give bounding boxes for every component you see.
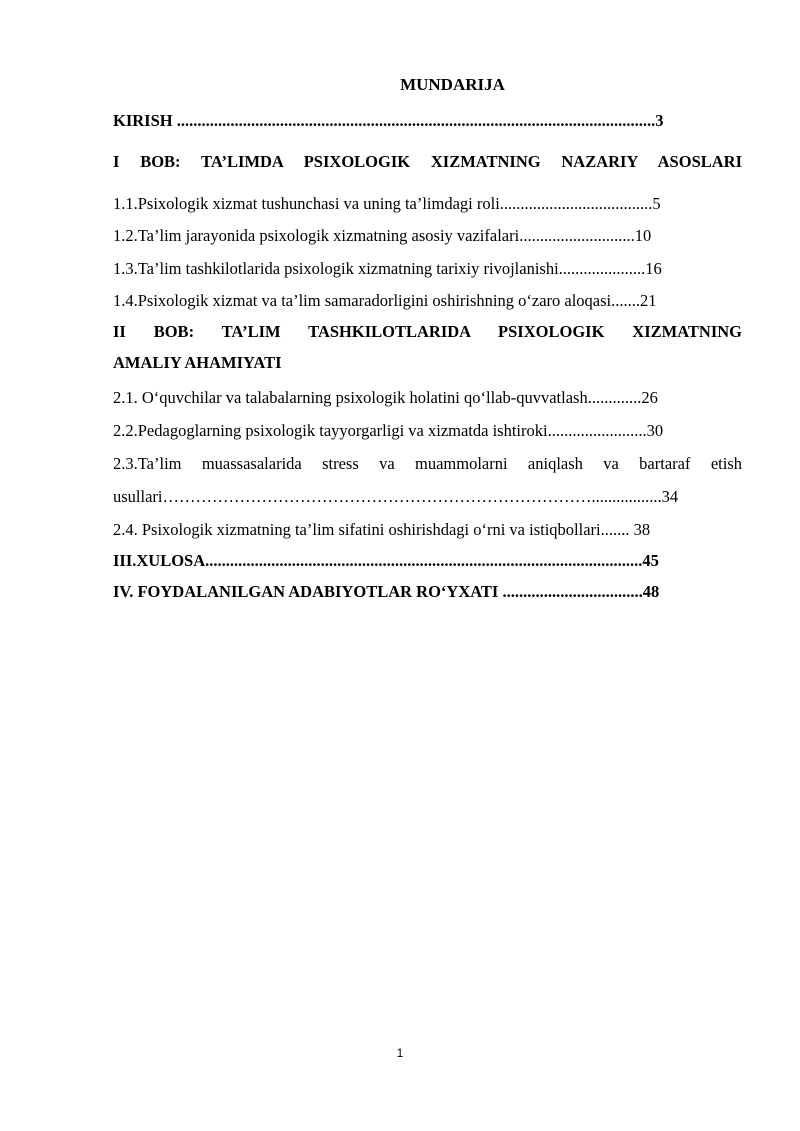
toc-chapter-2: II BOB: TA’LIM TASHKILOTLARIDA PSIXOLOGIK XIZMATNING	[113, 322, 742, 341]
toc-entry-1-3: 1.3.Ta’lim tashkilotlarida psixologik xizmatning tarixiy rivojlanishi.....................16	[113, 259, 662, 278]
toc-entry-kirish: KIRISH ....................................................................................................................3	[113, 111, 664, 130]
toc-entry-2-3: 2.3.Ta’lim muassasalarida stress va muammolarni aniqlash va bartaraf etish	[113, 454, 742, 473]
toc-entry-2-4: 2.4. Psixologik xizmatning ta’lim sifatini oshirishdagi o‘rni va istiqbollari....... 38	[113, 520, 651, 539]
page-title: MUNDARIJA	[400, 75, 505, 94]
toc-entry-2-3-cont: usullari…………………………………………………………………….................34	[113, 487, 679, 506]
toc-entry-xulosa: III.XULOSA..........................................................................................................45	[113, 551, 659, 570]
toc-entry-1-4: 1.4.Psixologik xizmat va ta’lim samaradorligini oshirishning o‘zaro aloqasi.......21	[113, 291, 657, 310]
toc-entry-1-2: 1.2.Ta’lim jarayonida psixologik xizmatning asosiy vazifalari............................10	[113, 226, 652, 245]
toc-entry-2-2: 2.2.Pedagoglarning psixologik tayyorgarligi va xizmatda ishtiroki........................30	[113, 421, 664, 440]
toc-chapter-1: I BOB: TA’LIMDA PSIXOLOGIK XIZMATNING NAZARIY ASOSLARI	[113, 152, 742, 171]
toc-entry-2-1: 2.1. O‘quvchilar va talabalarning psixologik holatini qo‘llab-quvvatlash.............26	[113, 388, 658, 407]
toc-entry-adabiyotlar: IV. FOYDALANILGAN ADABIYOTLAR RO‘YXATI ..................................48	[113, 582, 660, 601]
toc-entry-1-1: 1.1.Psixologik xizmat tushunchasi va uning ta’limdagi roli.....................................5	[113, 194, 661, 213]
page-number: 1	[396, 1046, 404, 1060]
toc-chapter-2-cont: AMALIY AHAMIYATI	[113, 353, 282, 372]
